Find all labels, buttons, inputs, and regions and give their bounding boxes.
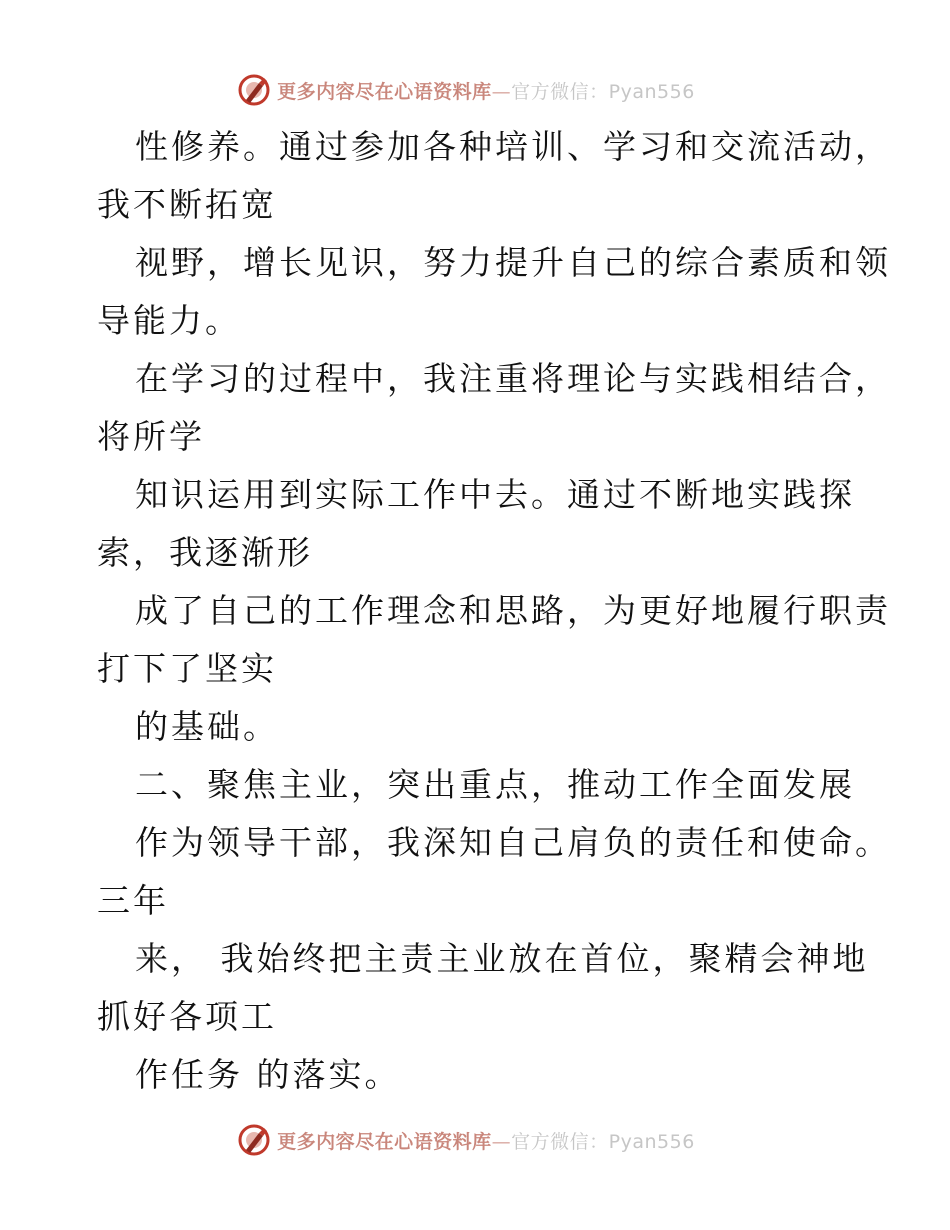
text-line: 作任务 的落实。 [135, 1055, 401, 1094]
text-line: 性修养。通过参加各种培训、学习和交流活动， [135, 127, 891, 166]
header-banner-cn: 更多内容尽在心语资料库 [277, 80, 492, 103]
text-line: 索，我逐渐形 [97, 533, 313, 572]
pen-logo-icon [237, 1123, 271, 1157]
header-banner-wechat: 官方微信：Pyan556 [511, 80, 695, 103]
footer-banner-dash: — [491, 1130, 512, 1153]
text-line: 成了自己的工作理念和思路，为更好地履行职责 [135, 591, 891, 630]
text-line: 二、聚焦主业，突出重点，推动工作全面发展 [135, 765, 855, 804]
text-line: 三年 [97, 881, 169, 920]
text-line: 来， 我始终把主责主业放在首位，聚精会神地 [135, 939, 869, 978]
text-line: 的基础。 [135, 707, 279, 746]
document-body [97, 118, 897, 1104]
text-line: 我不断拓宽 [97, 185, 277, 224]
text-line: 知识运用到实际工作中去。通过不断地实践探 [135, 475, 855, 514]
text-line: 抓好各项工 [97, 997, 277, 1036]
text-line: 视野，增长见识，努力提升自己的综合素质和领 [135, 243, 891, 282]
text-line: 打下了坚实 [97, 649, 277, 688]
text-line: 将所学 [97, 417, 205, 456]
header-banner-text [277, 77, 695, 104]
header-banner-dash: — [491, 80, 512, 103]
footer-banner-wechat: 官方微信：Pyan556 [511, 1130, 695, 1153]
text-line: 在学习的过程中，我注重将理论与实践相结合， [135, 359, 891, 398]
footer-banner-cn: 更多内容尽在心语资料库 [277, 1130, 492, 1153]
footer-banner [0, 1120, 950, 1160]
footer-banner-text [277, 1127, 695, 1154]
pen-logo-icon [237, 73, 271, 107]
text-line: 作为领导干部，我深知自己肩负的责任和使命。 [135, 823, 891, 862]
header-banner [0, 70, 950, 110]
text-line: 导能力。 [97, 301, 241, 340]
